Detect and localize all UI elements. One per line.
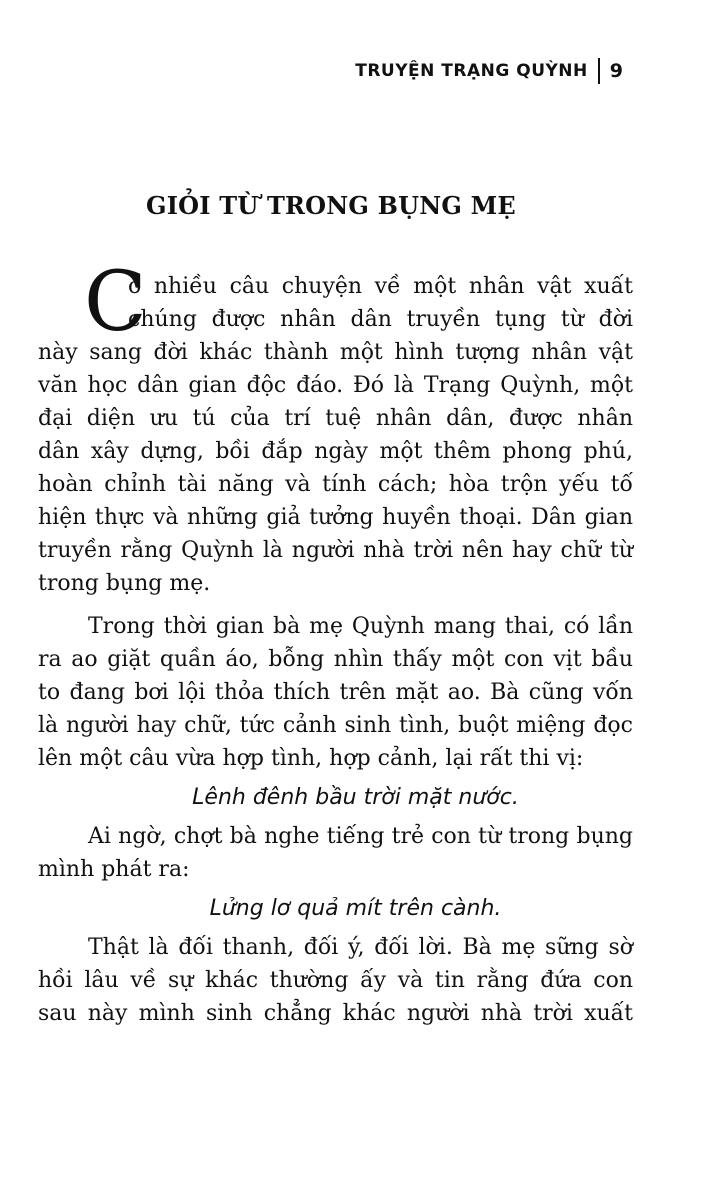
- text-line: ra ao giặt quần áo, bỗng nhìn thấy một con vịt bầu: [38, 647, 633, 672]
- drop-cap: C: [84, 255, 147, 350]
- text-line: dân xây dựng, bồi đắp ngày một thêm phong phú,: [38, 439, 633, 464]
- text-line: là người hay chữ, tức cảnh sinh tình, buột miệng đọc: [38, 713, 633, 738]
- text-line: ó nhiều câu chuyện về một nhân vật xuất: [128, 274, 633, 299]
- paragraph-3: [38, 820, 633, 886]
- text-line: lên một câu vừa hợp tình, hợp cảnh, lại rất thi vị:: [38, 746, 584, 771]
- text-line: này sang đời khác thành một hình tượng nhân vật: [38, 340, 633, 365]
- chapter-title: GIỎI TỪ TRONG BỤNG MẸ: [146, 191, 516, 220]
- text-line: hoàn chỉnh tài năng và tính cách; hòa trộn yếu tố: [38, 472, 633, 497]
- text-line: mình phát ra:: [38, 857, 190, 882]
- running-header: [355, 58, 623, 84]
- text-line: Trong thời gian bà mẹ Quỳnh mang thai, có lần: [88, 614, 633, 639]
- text-line: sau này mình sinh chẳng khác người nhà trời xuất: [38, 1001, 633, 1026]
- text-line: chúng được nhân dân truyền tụng từ đời: [128, 307, 633, 332]
- text-line: văn học dân gian độc đáo. Đó là Trạng Quỳnh, một: [38, 373, 633, 398]
- page-number: 9: [609, 60, 623, 82]
- text-line: hồi lâu về sự khác thường ấy và tin rằng đứa con: [38, 968, 633, 993]
- header-divider: [598, 58, 600, 84]
- text-line: to đang bơi lội thỏa thích trên mặt ao. Bà cũng vốn: [38, 680, 633, 705]
- paragraph-4: [38, 931, 633, 1030]
- paragraph-1: [38, 255, 633, 600]
- running-title: TRUYỆN TRẠNG QUỲNH: [355, 61, 588, 81]
- verse-line-1: Lênh đênh bầu trời mặt nước.: [192, 785, 519, 810]
- verse-line-2: Lửng lơ quả mít trên cành.: [209, 896, 502, 921]
- text-line: trong bụng mẹ.: [38, 571, 211, 596]
- text-line: Thật là đối thanh, đối ý, đối lời. Bà mẹ sững sờ: [88, 935, 633, 960]
- text-line: hiện thực và những giả tưởng huyền thoại. Dân gian: [38, 505, 633, 530]
- paragraph-2: [38, 610, 633, 775]
- text-line: đại diện ưu tú của trí tuệ nhân dân, được nhân: [38, 406, 633, 431]
- body-text: [38, 255, 633, 1030]
- text-line: truyền rằng Quỳnh là người nhà trời nên hay chữ từ: [38, 538, 633, 563]
- text-line: Ai ngờ, chợt bà nghe tiếng trẻ con từ trong bụng: [88, 824, 633, 849]
